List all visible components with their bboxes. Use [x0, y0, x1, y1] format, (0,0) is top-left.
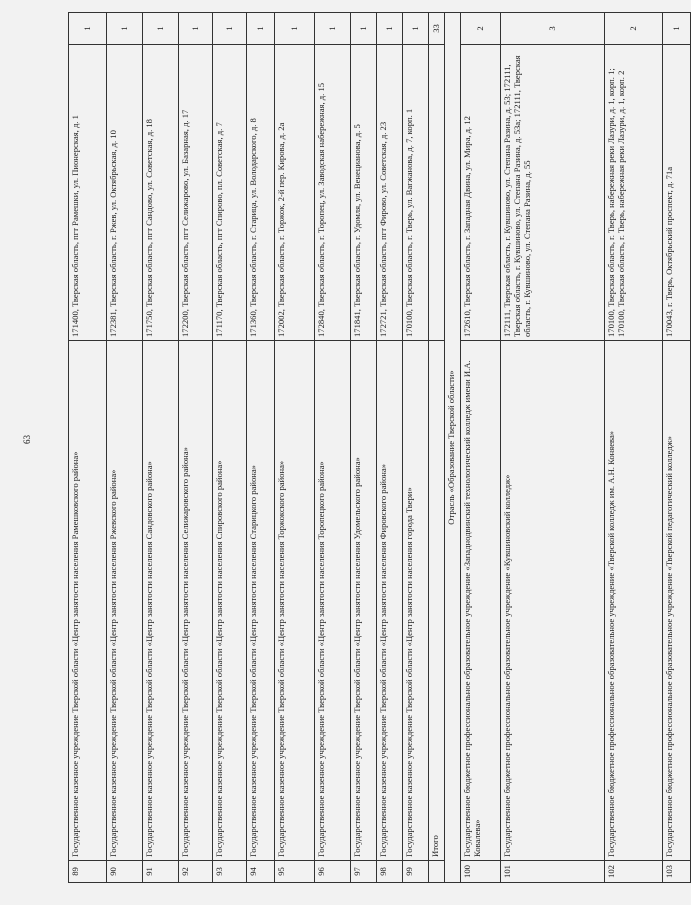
- org-address: 172002, Тверская область, г. Торжок, 2-й пер. Кирова, д. 2а: [275, 45, 315, 341]
- row-count: 1: [247, 13, 275, 45]
- org-name: Государственное казенное учреждение Тверской области «Центр занятости населения Торжокского района»: [275, 341, 315, 861]
- org-name: Государственное бюджетное профессиональное образовательное учреждение «Тверской педагогический колледж»: [663, 341, 691, 861]
- row-number: 99: [403, 861, 429, 883]
- org-address: 172200, Тверская область, пгт Селижарово, ул. Базарная, д. 17: [179, 45, 213, 341]
- row-number: 101: [501, 861, 605, 883]
- row-count: 1: [143, 13, 179, 45]
- row-number: 92: [179, 861, 213, 883]
- row-count: 1: [179, 13, 213, 45]
- org-name: Государственное казенное учреждение Тверской области «Центр занятости населения Рамешковского района»: [69, 341, 107, 861]
- row-count: 2: [461, 13, 501, 45]
- total-label: Итого: [429, 341, 445, 861]
- org-name: Государственное казенное учреждение Тверской области «Центр занятости населения Старицкого района»: [247, 341, 275, 861]
- org-name: Государственное казенное учреждение Тверской области «Центр занятости населения Ржевского района»: [107, 341, 143, 861]
- table-row: [461, 13, 501, 883]
- org-name: Государственное бюджетное профессиональное образовательное учреждение «Тверской колледж им. А.Н. Коняева»: [605, 341, 663, 861]
- table-row: [377, 13, 403, 883]
- org-address: 171400, Тверская область, пгт Рамешки, ул. Пионерская, д. 1: [69, 45, 107, 341]
- org-address: 170100, Тверская область, г. Тверь, ул. Вагжанова, д. 7, корп. 1: [403, 45, 429, 341]
- row-count: 1: [351, 13, 377, 45]
- table-row: [247, 13, 275, 883]
- org-address: 172381, Тверская область, г. Ржев, ул. Октябрьская, д. 10: [107, 45, 143, 341]
- table-row: [351, 13, 377, 883]
- row-count: 1: [213, 13, 247, 45]
- table-row: [107, 13, 143, 883]
- table-row: [403, 13, 429, 883]
- total-value: 33: [429, 13, 445, 45]
- row-count: 2: [605, 13, 663, 45]
- org-address: 172111, Тверская область, г. Кувшиново, ул. Степана Разина, д. 53; 172111, Тверская область, г. Кувшиново, ул. Степана Разина, д. 53а; 172111, Тверская область, г. Кувшиново, ул. Степана Разина, д. 55: [501, 45, 605, 341]
- table-row: [605, 13, 663, 883]
- row-count: 1: [315, 13, 351, 45]
- org-address: 172840, Тверская область, г. Торопец, ул. Заводская набережная, д. 15: [315, 45, 351, 341]
- section-title: Отрасль «Образование Тверской области»: [445, 13, 461, 883]
- table-row: [663, 13, 691, 883]
- row-number: 89: [69, 861, 107, 883]
- row-count: 1: [275, 13, 315, 45]
- row-count: 3: [501, 13, 605, 45]
- table-row: [179, 13, 213, 883]
- row-count: 1: [69, 13, 107, 45]
- org-name: Государственное казенное учреждение Тверской области «Центр занятости населения Спировского района»: [213, 341, 247, 861]
- row-number: 103: [663, 861, 691, 883]
- org-address: 170043, г. Тверь, Октябрьский проспект, д. 71а: [663, 45, 691, 341]
- org-name: Государственное казенное учреждение Тверской области «Центр занятости населения города Твери»: [403, 341, 429, 861]
- table-row: [69, 13, 107, 883]
- table-row: [143, 13, 179, 883]
- row-count: 1: [377, 13, 403, 45]
- organizations-table: [68, 12, 691, 883]
- org-name: Государственное казенное учреждение Тверской области «Центр занятости населения Торопецкого района»: [315, 341, 351, 861]
- row-number: 94: [247, 861, 275, 883]
- total-row: [429, 13, 445, 883]
- row-count: 1: [403, 13, 429, 45]
- org-name: Государственное казенное учреждение Тверской области «Центр занятости населения Удомельского района»: [351, 341, 377, 861]
- org-name: Государственное бюджетное профессиональное образовательное учреждение «Кувшиновский колледж»: [501, 341, 605, 861]
- table-row: [275, 13, 315, 883]
- row-count: 1: [107, 13, 143, 45]
- row-number: 96: [315, 861, 351, 883]
- row-number: 98: [377, 861, 403, 883]
- org-address: 171841, Тверская область, г. Удомля, ул. Венецианова, д. 5: [351, 45, 377, 341]
- org-address: 171750, Тверская область, пгт Сандово, ул. Советская, д. 18: [143, 45, 179, 341]
- rotated-table-container: [68, 13, 682, 883]
- org-address: 171360, Тверская область, г. Старица, ул. Володарского, д. 8: [247, 45, 275, 341]
- table-row: [315, 13, 351, 883]
- row-number: 102: [605, 861, 663, 883]
- org-address: 172610, Тверская область, г. Западная Двина, ул. Мира, д. 12: [461, 45, 501, 341]
- row-number: 95: [275, 861, 315, 883]
- org-address: 172721, Тверская область, пгт Фирово, ул. Советская, д. 23: [377, 45, 403, 341]
- row-count: 1: [663, 13, 691, 45]
- row-number: 93: [213, 861, 247, 883]
- section-row: [445, 13, 461, 883]
- row-number: 90: [107, 861, 143, 883]
- row-number: 97: [351, 861, 377, 883]
- org-name: Государственное бюджетное профессиональное образовательное учреждение «Западнодвинский технологический колледж имени И.А. Ковалева»: [461, 341, 501, 861]
- org-name: Государственное казенное учреждение Тверской области «Центр занятости населения Селижаровского района»: [179, 341, 213, 861]
- org-address: 170100, Тверская область, г. Тверь, набережная реки Лазури, д. 1, корп. 1; 170100, Тверская область, г. Тверь, набережная реки Лазури, д. 1, корп. 2: [605, 45, 663, 341]
- org-name: Государственное казенное учреждение Тверской области «Центр занятости населения Сандовского района»: [143, 341, 179, 861]
- page-number: 63: [22, 435, 32, 444]
- org-address: 171170, Тверская область, пгт Спирово, пл. Советская, д. 7: [213, 45, 247, 341]
- table-row: [213, 13, 247, 883]
- row-number: 100: [461, 861, 501, 883]
- org-name: Государственное казенное учреждение Тверской области «Центр занятости населения Фировского района»: [377, 341, 403, 861]
- row-number: 91: [143, 861, 179, 883]
- table-row: [501, 13, 605, 883]
